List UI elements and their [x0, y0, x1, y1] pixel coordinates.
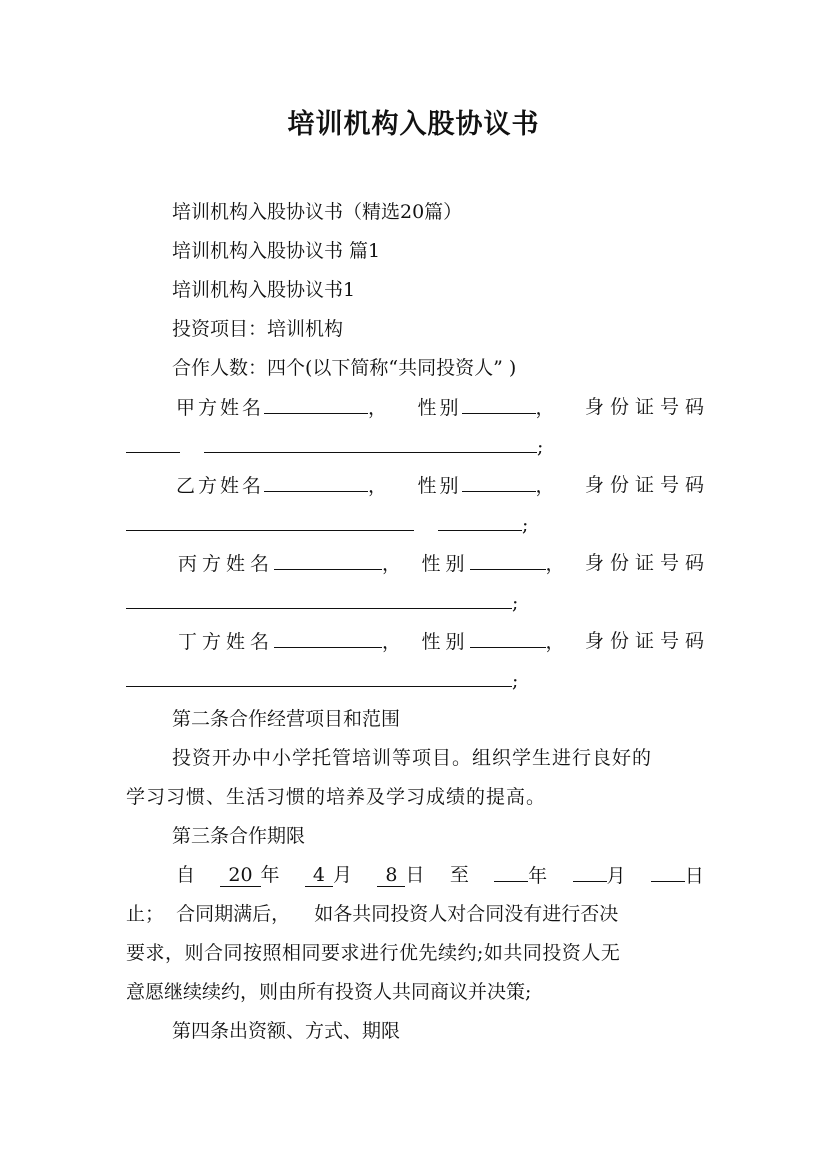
section-4-heading: 第四条出资额、方式、期限 [172, 1020, 401, 1042]
party-b-id-label: 身份证号码 [584, 474, 710, 496]
section-2-body-line-2: 学习习惯、生活习惯的培养及学习成绩的提高。 [126, 786, 547, 808]
section-2-heading: 第二条合作经营项目和范围 [172, 708, 401, 730]
section-3-body-line-2: 要求，则合同按照相同要求进行优先续约;如共同投资人无 [126, 942, 621, 964]
start-day-field[interactable]: 8 [377, 864, 405, 887]
party-a-id-field-2[interactable] [204, 432, 537, 453]
party-a-id-label: 身份证号码 [584, 396, 710, 418]
party-d-name-label: 丁方姓名 [178, 631, 275, 653]
party-c-row: 丙方姓名 ， 性别 ， 身份证号码 [178, 549, 704, 578]
investment-project-line: 投资项目：培训机构 [172, 318, 344, 340]
party-b-row: 乙方姓名 ， 性别 ， 身份证号码 [176, 471, 704, 500]
party-b-gender-label: 性别 [417, 475, 462, 497]
section-3-body-line-1: 止； 合同期满后， 如各共同投资人对合同没有进行否决 [126, 903, 619, 925]
party-a-id-field-1[interactable] [126, 432, 180, 453]
end-year-field[interactable] [494, 861, 528, 882]
party-a-id-row: ; [126, 432, 704, 461]
party-a-gender-label: 性别 [417, 397, 462, 419]
party-b-id-field-1[interactable] [126, 510, 414, 531]
party-a-row: 甲方姓名 ， 性别 ， 身份证号码 [176, 393, 704, 422]
document-title: 培训机构入股协议书 [287, 109, 540, 140]
party-b-id-field-2[interactable] [438, 510, 522, 531]
party-b-gender-field[interactable] [462, 471, 536, 492]
party-c-gender-field[interactable] [470, 549, 546, 570]
start-month-field[interactable]: 4 [305, 864, 333, 887]
party-d-id-field[interactable] [126, 666, 512, 687]
chapter-heading: 培训机构入股协议书 篇1 [172, 240, 381, 262]
party-a-name-field[interactable] [264, 393, 368, 414]
party-d-id-label: 身份证号码 [584, 630, 710, 652]
party-b-name-field[interactable] [264, 471, 368, 492]
subtitle-line: 培训机构入股协议书（精选20篇） [172, 201, 463, 223]
section-3-body-line-3: 意愿继续续约，则由所有投资人共同商议并决策; [126, 981, 532, 1003]
party-d-gender-label: 性别 [421, 631, 470, 653]
party-a-gender-field[interactable] [462, 393, 536, 414]
agreement-heading: 培训机构入股协议书1 [172, 279, 356, 301]
section-2-body-line-1: 投资开办中小学托管培训等项目。组织学生进行良好的 [172, 747, 653, 769]
party-a-name-label: 甲方姓名 [176, 397, 265, 419]
party-c-id-field[interactable] [126, 588, 512, 609]
party-c-id-label: 身份证号码 [584, 552, 710, 574]
party-b-id-row: ; [126, 510, 704, 539]
start-year-field[interactable]: 20 [220, 864, 260, 887]
end-month-field[interactable] [573, 861, 607, 882]
party-d-gender-field[interactable] [470, 627, 546, 648]
party-d-row: 丁方姓名 ， 性别 ， 身份证号码 [178, 627, 704, 656]
section-3-heading: 第三条合作期限 [172, 825, 306, 847]
party-d-name-field[interactable] [274, 627, 382, 648]
end-day-field[interactable] [651, 861, 685, 882]
party-c-gender-label: 性别 [421, 553, 470, 575]
partner-count-line: 合作人数：四个(以下简称“共同投资人” ) [172, 357, 517, 379]
party-c-id-row: ; [126, 588, 704, 617]
contract-period-row: 自 20 年 4 月 8 日 至 年 月 日 [176, 861, 704, 890]
party-c-name-label: 丙方姓名 [178, 553, 275, 575]
party-c-name-field[interactable] [274, 549, 382, 570]
party-b-name-label: 乙方姓名 [176, 475, 265, 497]
party-d-id-row: ; [126, 666, 704, 695]
